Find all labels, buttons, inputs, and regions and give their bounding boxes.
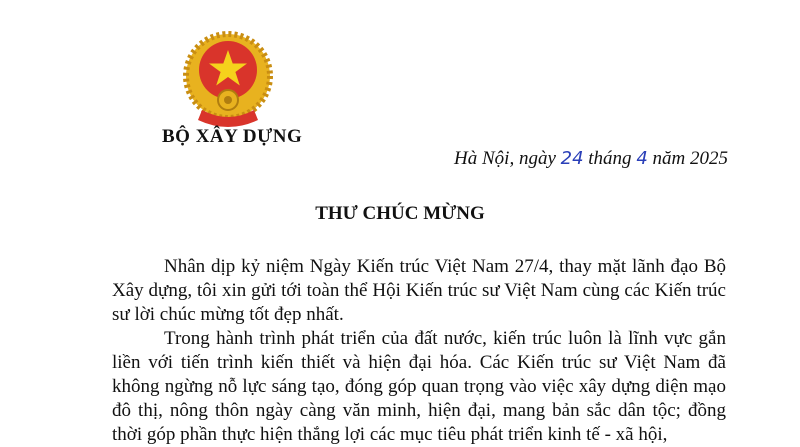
dateline-prefix: Hà Nội, ngày [454, 148, 561, 169]
body-paragraph-2: Trong hành trình phát triển của đất nước, kiến trúc luôn là lĩnh vực gắn liền với tiến trình kiến thiết và hiện đại hóa. Các Kiến trúc sư Việt Nam đã không ngừng nỗ lực sáng tạo, đóng góp quan trọng vào việc xây dựng diện mạo đô thị, nông thôn ngày càng văn minh, hiện đại, mang bản sắc dân tộc; đồng thời góp phần thực hiện thắng lợi các mục tiêu phát triển kinh tế - xã hội, [112, 328, 726, 445]
body-paragraph-1: Nhân dịp kỷ niệm Ngày Kiến trúc Việt Nam 27/4, thay mặt lãnh đạo Bộ Xây dựng, tôi xin gửi tới toàn thể Hội Kiến trúc sư Việt Nam cùng các Kiến trúc sư lời chúc mừng tốt đẹp nhất. [112, 256, 726, 325]
dateline-suffix: năm 2025 [647, 148, 728, 169]
document-body [112, 255, 726, 447]
national-emblem [180, 30, 276, 130]
dateline [454, 148, 728, 170]
dateline-month: 4 [636, 148, 648, 169]
dateline-mid: tháng [583, 148, 637, 169]
document-title: THƯ CHÚC MỪNG [315, 203, 485, 224]
dateline-day: 24 [560, 148, 584, 169]
issuing-authority: BỘ XÂY DỰNG [162, 126, 303, 147]
